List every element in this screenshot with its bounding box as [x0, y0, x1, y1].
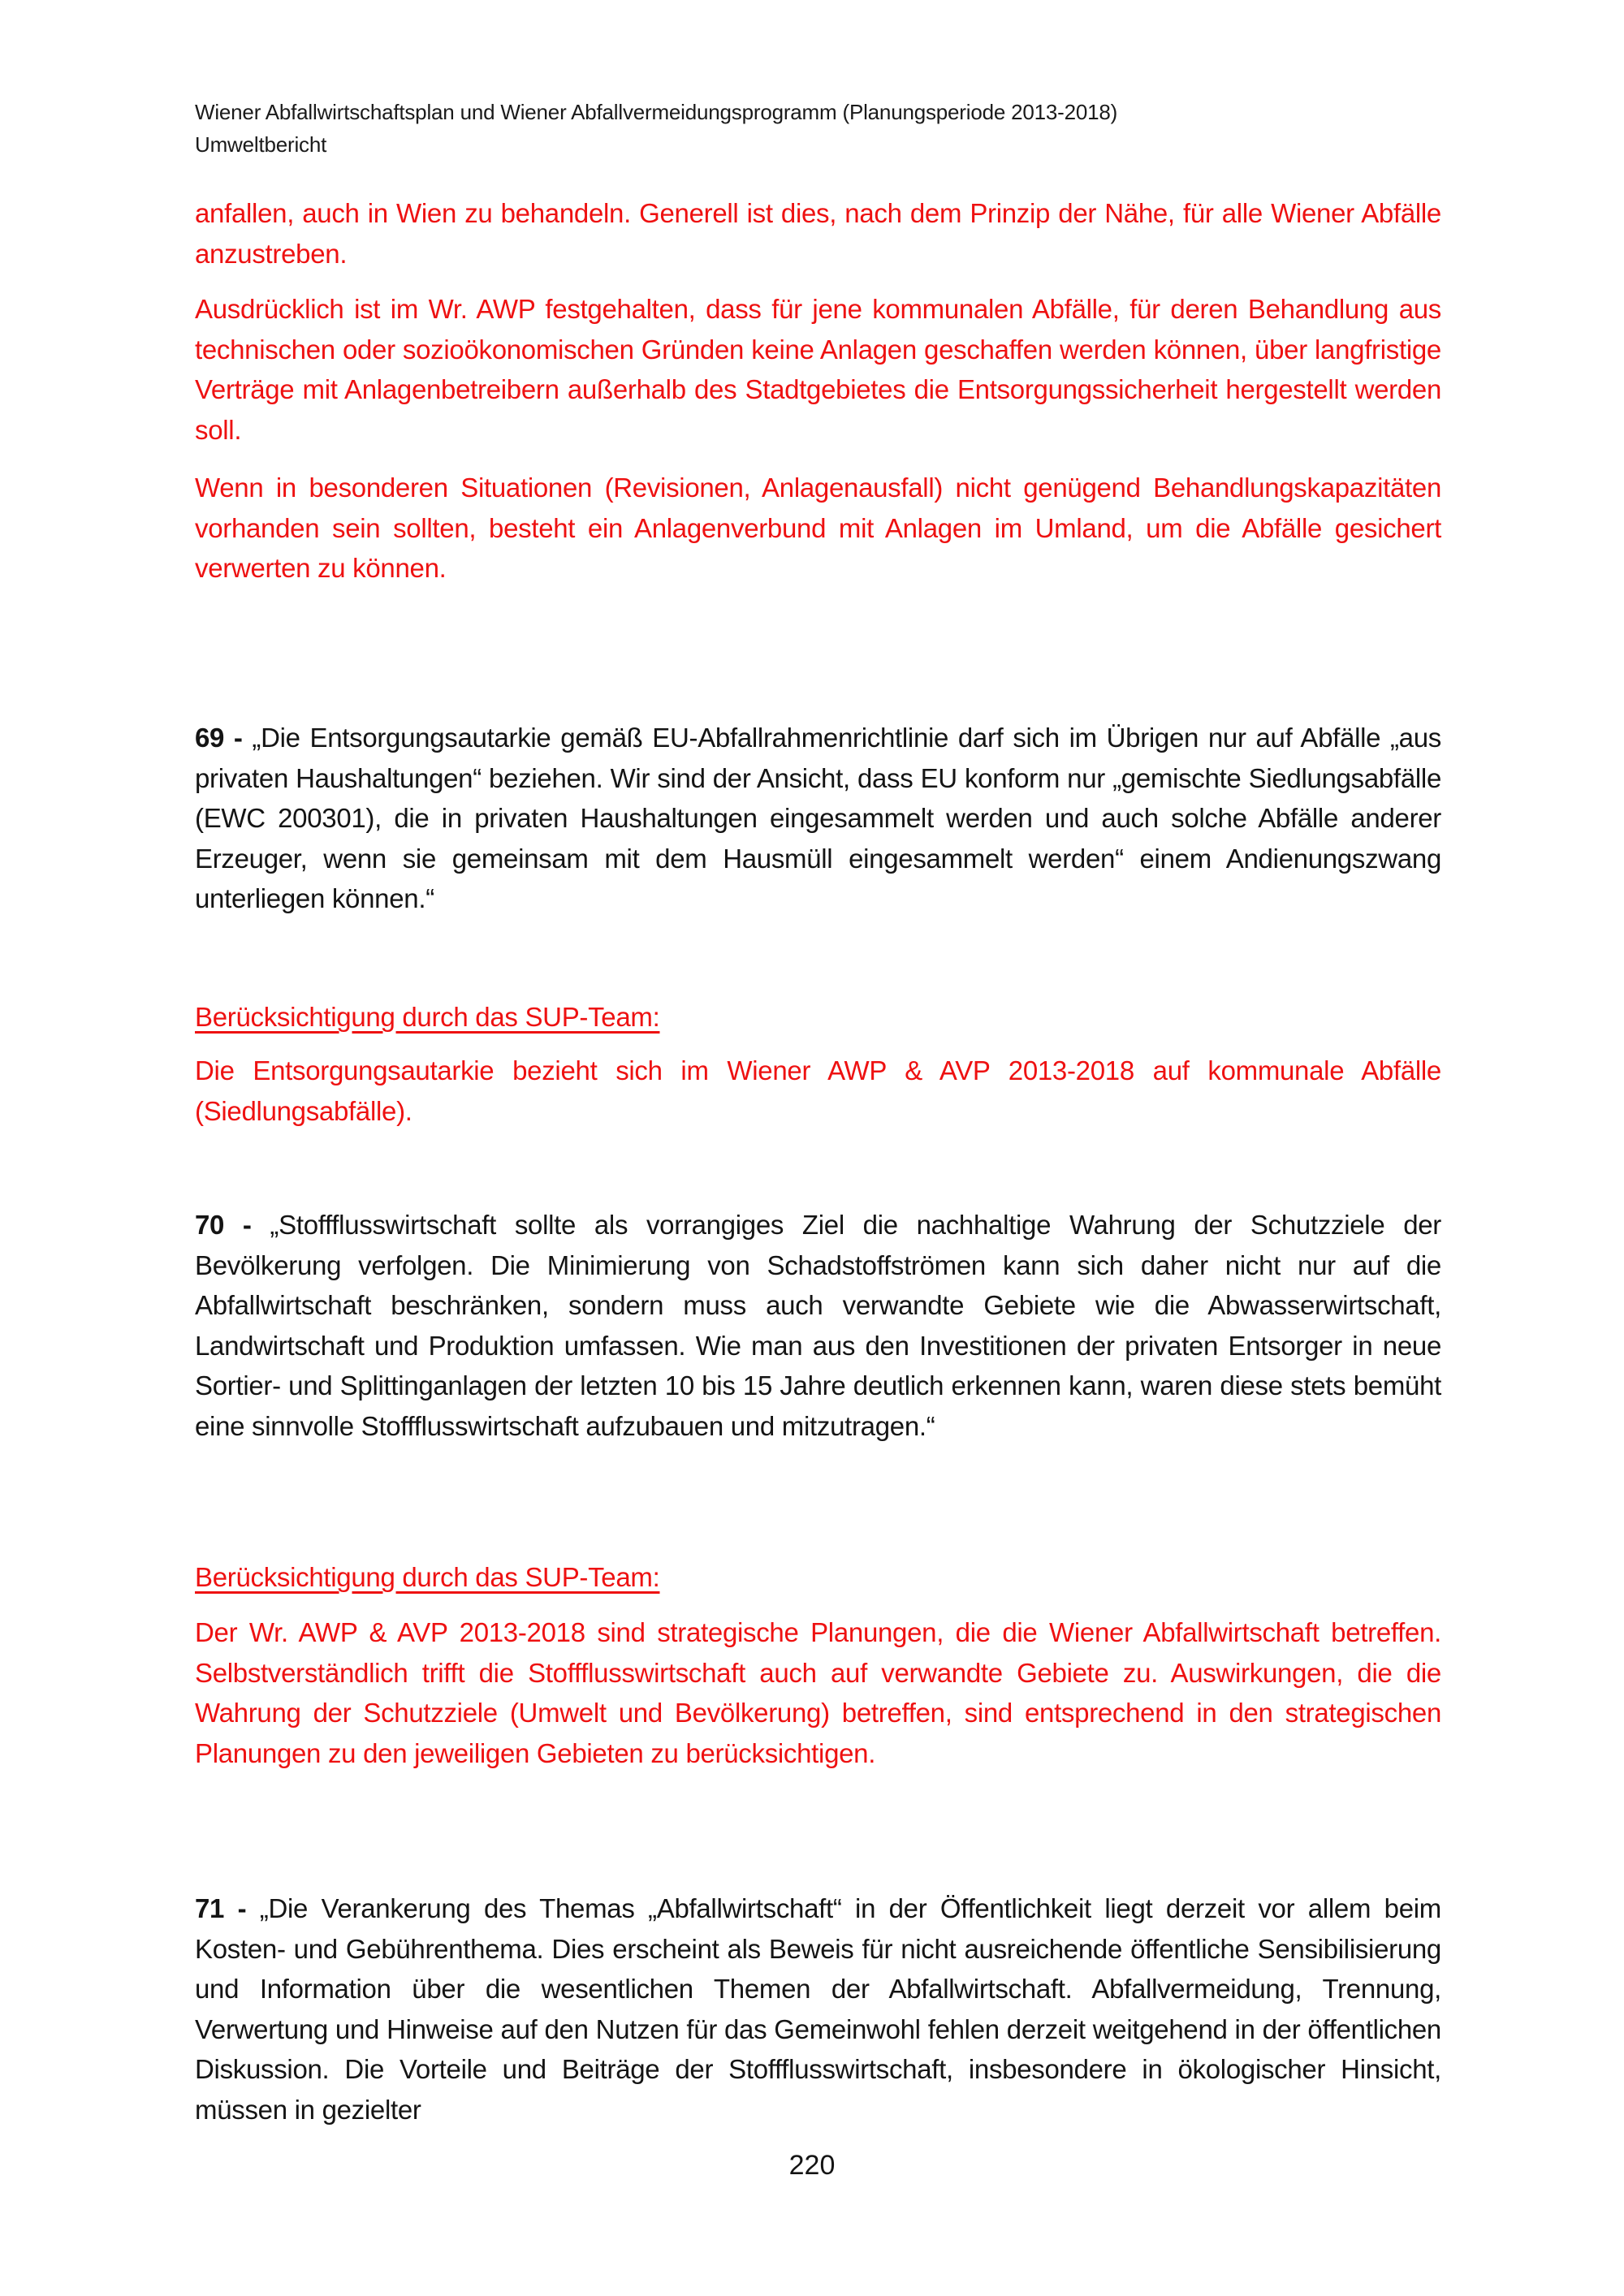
- comment-71: [195, 1888, 1441, 2130]
- intro-paragraph-1: anfallen, auch in Wien zu behandeln. Generell ist dies, nach dem Prinzip der Nähe, für alle Wiener Abfälle anzustreben.: [195, 198, 1441, 269]
- response-heading-70: [195, 1557, 1441, 1598]
- comment-text: „Die Verankerung des Themas „Abfallwirtschaft“ in der Öffentlichkeit liegt derzeit vor allem beim Kosten- und Gebührenthema. Dies erscheint als Beweis für nicht ausreichende öffentliche Sensibilisierung und Information über die wesentlichen Themen der Abfallwirtschaft. Abfallvermeidung, Trennung, Verwertung und Hinweise auf den Nutzen für das Gemeinwohl fehlen derzeit weitgehend in der öffentlichen Diskussion. Die Vorteile und Beiträge der Stoffflusswirtschaft, insbesondere in ökologischer Hinsicht, müssen in gezielter: [195, 1893, 1441, 2125]
- page-number: 220: [788, 2150, 836, 2181]
- response-heading-69: [195, 997, 1441, 1038]
- header-report-type: Umweltbericht: [195, 132, 327, 157]
- comment-text: „Stoffflusswirtschaft sollte als vorrangiges Ziel die nachhaltige Wahrung der Schutzziele der Bevölkerung verfolgen. Die Minimierung von Schadstoffströmen kann sich daher nicht nur auf die Abfallwirtschaft beschränken, sondern muss auch verwandte Gebiete wie die Abwasserwirtschaft, Landwirtschaft und Produktion umfassen. Wie man aus den Investitionen der privaten Entsorger in neue Sortier- und Splittinganlagen der letzten 10 bis 15 Jahre deutlich erkennen kann, waren diese stets bemüht eine sinnvolle Stoffflusswirtschaft aufzubauen und mitzutragen.“: [195, 1210, 1441, 1441]
- intro-paragraph-2: Ausdrücklich ist im Wr. AWP festgehalten, dass für jene kommunalen Abfälle, für deren Behandlung aus technischen oder sozioökonomischen Gründen keine Anlagen geschaffen werden können, über langfristige Verträge mit Anlagenbetreibern außerhalb des Stadtgebietes die Entsorgungssicherheit hergestellt werden soll.: [195, 294, 1441, 445]
- running-header: [195, 96, 1441, 161]
- comment-number: 71 -: [195, 1893, 247, 1923]
- header-document-title: Wiener Abfallwirtschaftsplan und Wiener Abfallvermeidungsprogramm (Planungsperiode 2013-2018): [195, 100, 1118, 124]
- comment-text: „Die Entsorgungsautarkie gemäß EU-Abfallrahmenrichtlinie darf sich im Übrigen nur auf Abfälle „aus privaten Haushaltungen“ beziehen. Wir sind der Ansicht, dass EU konform nur „gemischte Siedlungsabfälle (EWC 200301), die in privaten Haushaltungen eingesammelt werden und auch solche Abfälle anderer Erzeuger, wenn sie gemeinsam mit dem Hausmüll eingesammelt werden“ einem Andienungszwang unterliegen können.“: [195, 723, 1441, 913]
- response-heading: Berücksichtigung durch das SUP-Team:: [195, 1002, 660, 1032]
- response-heading: Berücksichtigung durch das SUP-Team:: [195, 1562, 660, 1592]
- comment-69: [195, 718, 1441, 919]
- intro-paragraph-3: Wenn in besonderen Situationen (Revisionen, Anlagenausfall) nicht genügend Behandlungskapazitäten vorhanden sein sollten, besteht ein Anlagenverbund mit Anlagen im Umland, um die Abfälle gesichert verwerten zu können.: [195, 473, 1441, 583]
- response-69: Die Entsorgungsautarkie bezieht sich im Wiener AWP & AVP 2013-2018 auf kommunale Abfälle (Siedlungsabfälle).: [195, 1055, 1441, 1126]
- comment-number: 70 -: [195, 1210, 252, 1240]
- response-70: Der Wr. AWP & AVP 2013-2018 sind strategische Planungen, die die Wiener Abfallwirtschaft betreffen. Selbstverständlich trifft die Stoffflusswirtschaft auch auf verwandte Gebiete zu. Auswirkungen, die die Wahrung der Schutzziele (Umwelt und Bevölkerung) betreffen, sind entsprechend in den strategischen Planungen zu den jeweiligen Gebieten zu berücksichtigen.: [195, 1617, 1441, 1768]
- comment-number: 69 -: [195, 723, 243, 753]
- comment-70: [195, 1205, 1441, 1446]
